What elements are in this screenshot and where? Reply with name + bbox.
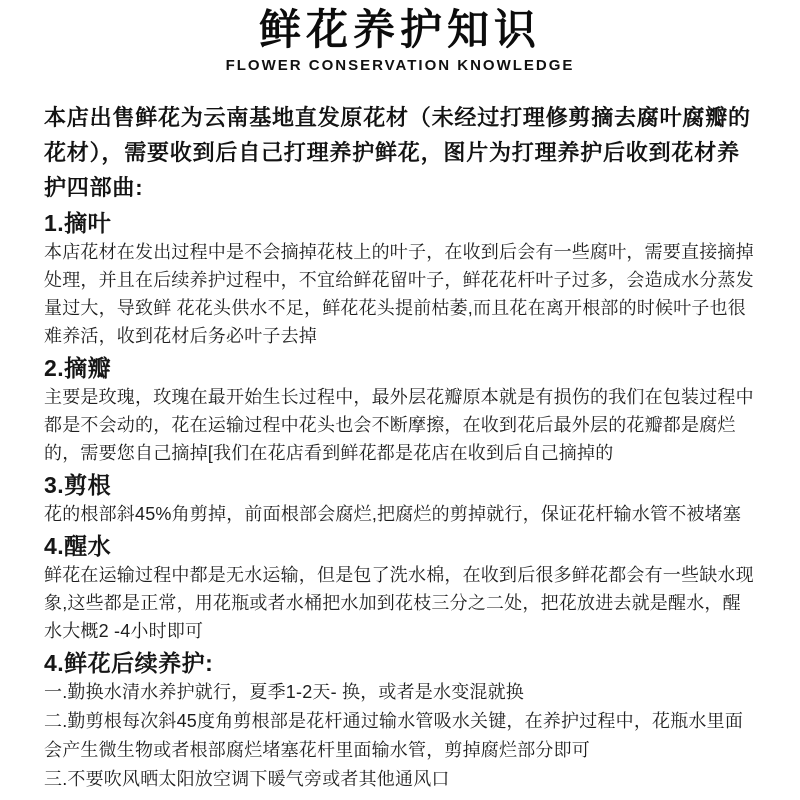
document-header: [44, 6, 756, 76]
page-subtitle: FLOWER CONSERVATION KNOWLEDGE: [225, 57, 575, 74]
section-body-trim-roots: 花的根部斜45%角剪掉，前面根部会腐烂,把腐烂的剪掉就行，保证花杆输水管不被堵塞: [44, 504, 742, 524]
followup-item-avoid-wind-sun: 三.不要吹风晒太阳放空调下暖气旁或者其他通风口: [44, 769, 450, 789]
section-followup-care: [44, 649, 756, 794]
section-heading-followup-care: 4.鲜花后续养护:: [44, 650, 214, 676]
section-heading-remove-leaves: 1.摘叶: [44, 210, 112, 236]
followup-item-change-water: 一.勤换水清水养护就行，夏季1-2天- 换，或者是水变混就换: [44, 682, 525, 702]
section-heading-trim-roots: 3.剪根: [44, 472, 112, 498]
section-body-remove-petals: 主要是玫瑰，玫瑰在最开始生长过程中，最外层花瓣原本就是有损伤的我们在包装过程中都是不会动的，花在运输过程中花头也会不断摩擦，在收到花后最外层的花瓣都是腐烂的，需要您自己摘掉[我们在花店看到鲜花都是花店在收到后自己摘掉的: [44, 387, 754, 463]
section-trim-roots: [44, 471, 756, 528]
section-heading-remove-petals: 2.摘瓣: [44, 355, 112, 381]
section-remove-petals: [44, 354, 756, 467]
section-heading-wake-water: 4.醒水: [44, 533, 112, 559]
section-body-wake-water: 鲜花在运输过程中都是无水运输，但是包了洗水棉，在收到后很多鲜花都会有一些缺水现象,这些都是正常，用花瓶或者水桶把水加到花枝三分之二处，把花放进去就是醒水，醒水大概2 -4小时即可: [44, 565, 754, 641]
section-wake-water: [44, 532, 756, 645]
intro-paragraph: 本店出售鲜花为云南基地直发原花材（未经过打理修剪摘去腐叶腐瓣的花材），需要收到后自己打理养护鲜花，图片为打理养护后收到花材养护四部曲:: [44, 105, 751, 200]
section-body-remove-leaves: 本店花材在发出过程中是不会摘掉花枝上的叶子，在收到后会有一些腐叶，需要直接摘掉处理，并且在后续养护过程中，不宜给鲜花留叶子，鲜花花杆叶子过多，会造成水分蒸发量过大，导致鲜 花花头供水不足，鲜花花头提前枯萎,而且花在离开根部的时候叶子也很难养活，收到花材后务必叶子去掉: [44, 242, 754, 346]
section-remove-leaves: [44, 209, 756, 350]
page-title: 鲜花养护知识: [258, 6, 541, 53]
followup-item-trim-stems: 二.勤剪根每次斜45度角剪根部是花杆通过输水管吸水关键，在养护过程中，花瓶水里面会产生微生物或者根部腐烂堵塞花杆里面输水管，剪掉腐烂部分即可: [44, 711, 744, 760]
